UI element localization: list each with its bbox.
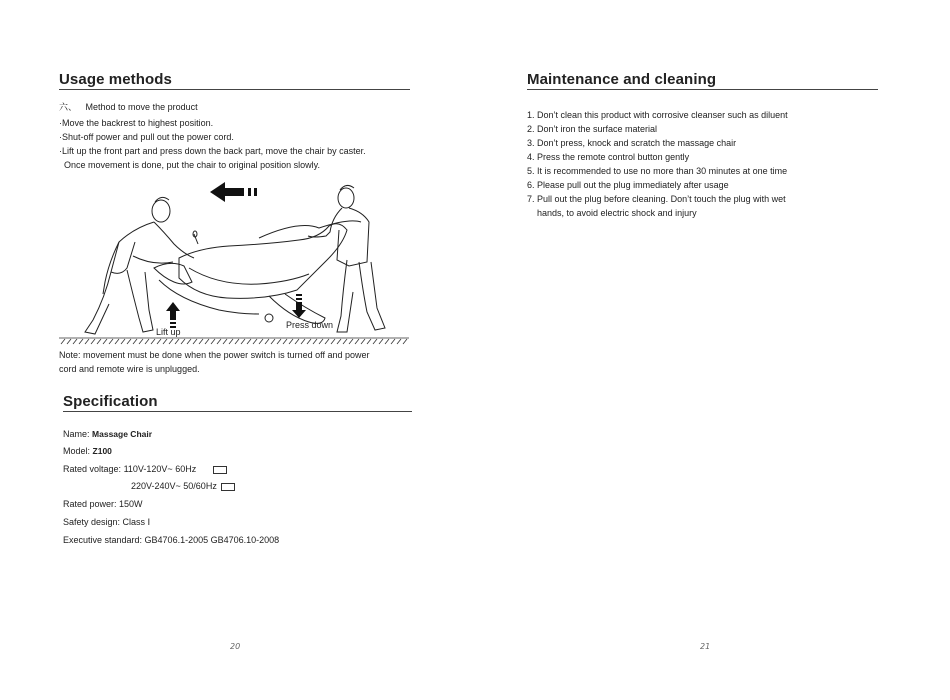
moving-chair-illustration	[59, 178, 411, 348]
specification-title: Specification	[63, 393, 158, 410]
usage-methods-title: Usage methods	[59, 71, 172, 88]
spec-model-value: Z100	[92, 446, 112, 456]
spec-model	[63, 444, 112, 458]
left-person-figure	[85, 197, 194, 334]
specification-title-rule	[63, 411, 412, 412]
maintenance-item-2: 2. Don’t iron the surface material	[527, 124, 658, 134]
lift-up-label: Lift up	[156, 327, 181, 337]
maintenance-item-7: 7. Pull out the plug before cleaning. Don’t touch the plug with wet	[527, 194, 786, 204]
spec-rated-voltage-2	[131, 479, 235, 493]
usage-title-rule	[59, 89, 410, 90]
page-number-right: 21	[700, 642, 711, 651]
maintenance-title: Maintenance and cleaning	[527, 71, 717, 88]
lift-up-arrow-icon	[166, 302, 180, 328]
maintenance-item-7-continued: hands, to avoid electric shock and injury	[537, 208, 697, 218]
spec-safety-design: Safety design: Class Ⅰ	[63, 517, 151, 527]
voltage-1-checkbox[interactable]	[213, 466, 227, 474]
note-line-1: Note: movement must be done when the power switch is turned off and power	[59, 350, 370, 360]
method-heading	[59, 100, 198, 114]
spec-name-value: Massage Chair	[92, 429, 153, 439]
usage-step-2: ·Shut-off power and pull out the power cord.	[59, 132, 234, 142]
maintenance-item-6: 6. Please pull out the plug immediately after usage	[527, 180, 729, 190]
press-down-label: Press down	[286, 320, 334, 330]
floor-hatching	[59, 338, 409, 344]
maintenance-item-5: 5. It is recommended to use no more than 30 minutes at one time	[527, 166, 788, 176]
spec-voltage-2: 220V-240V~ 50/60Hz	[131, 481, 217, 491]
massage-chair-figure	[154, 221, 361, 323]
spec-name	[63, 427, 152, 441]
method-prefix: 六、	[59, 102, 78, 112]
maintenance-item-3: 3. Don’t press, knock and scratch the massage chair	[527, 138, 737, 148]
usage-step-3-continued: Once movement is done, put the chair to original position slowly.	[64, 160, 320, 170]
usage-step-3: ·Lift up the front part and press down the back part, move the chair by caster.	[59, 146, 366, 156]
page-number-left: 20	[230, 642, 241, 651]
usage-step-1: ·Move the backrest to highest position.	[59, 118, 214, 128]
right-page	[475, 0, 950, 700]
right-person-figure	[308, 185, 385, 332]
spec-name-label: Name:	[63, 429, 90, 439]
spec-rated-power: Rated power: 150W	[63, 499, 143, 509]
maintenance-item-1: 1. Don’t clean this product with corrosive cleanser such as diluent	[527, 110, 788, 120]
spec-rated-voltage-label: Rated voltage:	[63, 464, 122, 474]
maintenance-item-4: 4. Press the remote control button gently	[527, 152, 690, 162]
spec-rated-voltage-1	[63, 462, 227, 476]
maintenance-title-rule	[527, 89, 878, 90]
method-title: Method to move the product	[85, 102, 198, 112]
move-direction-arrow-icon	[210, 182, 257, 202]
voltage-2-checkbox[interactable]	[221, 483, 235, 491]
spec-model-label: Model:	[63, 446, 91, 456]
spec-executive-standard: Executive standard: GB4706.1-2005 GB4706.10-2008	[63, 535, 280, 545]
note-line-2: cord and remote wire is unplugged.	[59, 364, 200, 374]
spec-voltage-1: 110V-120V~ 60Hz	[123, 464, 197, 474]
